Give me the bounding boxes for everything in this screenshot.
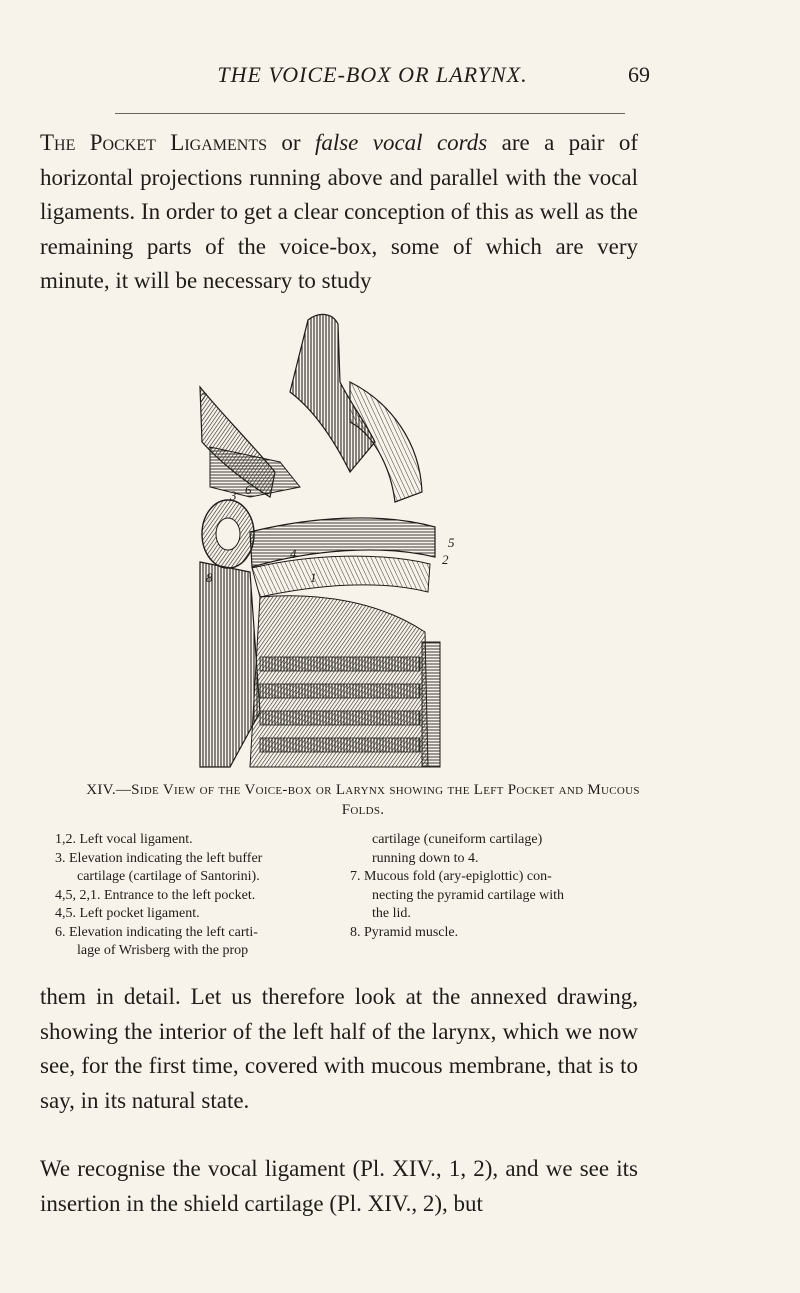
legend-item: 1,2. Left vocal ligament. <box>55 832 193 847</box>
fig-label-1: 1 <box>310 570 317 585</box>
fig-label-4: 4 <box>290 546 297 561</box>
legend-right <box>350 831 648 942</box>
running-head <box>95 62 650 92</box>
fig-label-3: 3 <box>230 488 237 503</box>
paragraph-3: We recognise the vocal ligament (Pl. XIV., 1, 2), and we see its insertion in the shield cartilage (Pl. XIV., 2), but <box>40 1156 638 1216</box>
legend-item: cartilage (cuneiform cartilage) <box>372 832 543 847</box>
legend-item: 7. Mucous fold (ary-epiglottic) con- <box>350 869 552 884</box>
paragraph-1-connector: or <box>267 130 315 155</box>
caption-text: Side View of the Voice-box or Larynx showing the Left Pocket and Mucous Folds. <box>131 782 640 818</box>
legend-item: 4,5, 2,1. Entrance to the left pocket. <box>55 887 256 903</box>
legend-item: 6. Elevation indicating the left carti- <box>55 924 258 940</box>
legend-item: necting the pyramid cartilage with <box>372 887 565 903</box>
legend-item: running down to 4. <box>372 850 479 866</box>
paragraph-2: them in detail. Let us therefore look at the annexed drawing, showing the interior of the left half of the larynx, which we now see, for the first time, covered with mucous membrane, that is to say, in its natural state. <box>40 984 638 1113</box>
legend-item: lage of Wrisberg with the prop <box>77 943 249 958</box>
legend-item: 4,5. Left pocket ligament. <box>55 906 200 921</box>
larynx-figure <box>190 312 470 772</box>
legend-left <box>55 831 335 961</box>
paragraph-1 <box>40 126 638 299</box>
fig-label-7: 7 <box>200 390 207 405</box>
paragraph-1-text: are a pair of horizontal projections running above and parallel with the vocal ligaments. In order to get a clear conception of this as well as the remaining parts of the voice-box, some of which are very minute, it will be necessary to study <box>40 130 638 293</box>
larynx-engraving <box>190 312 470 772</box>
fig-label-6: 6 <box>245 482 252 497</box>
paragraph-1-lead: The Pocket Ligaments <box>40 130 267 155</box>
header-rule <box>115 113 625 114</box>
figure-caption <box>83 780 643 820</box>
fig-label-5: 5 <box>448 535 455 550</box>
legend-item: cartilage (cartilage of Santorini). <box>77 869 260 884</box>
paragraph-1-italic: false vocal cords <box>314 130 488 155</box>
page-number: 69 <box>628 62 650 87</box>
fig-label-8: 8 <box>206 570 213 585</box>
legend-item: the lid. <box>372 906 411 921</box>
caption-prefix: XIV.— <box>86 782 132 798</box>
legend-item: 3. Elevation indicating the left buffer <box>55 850 263 866</box>
running-title: THE VOICE-BOX OR LARYNX. <box>217 62 528 87</box>
fig-label-2: 2 <box>442 552 449 567</box>
legend-item: 8. Pyramid muscle. <box>350 924 459 940</box>
